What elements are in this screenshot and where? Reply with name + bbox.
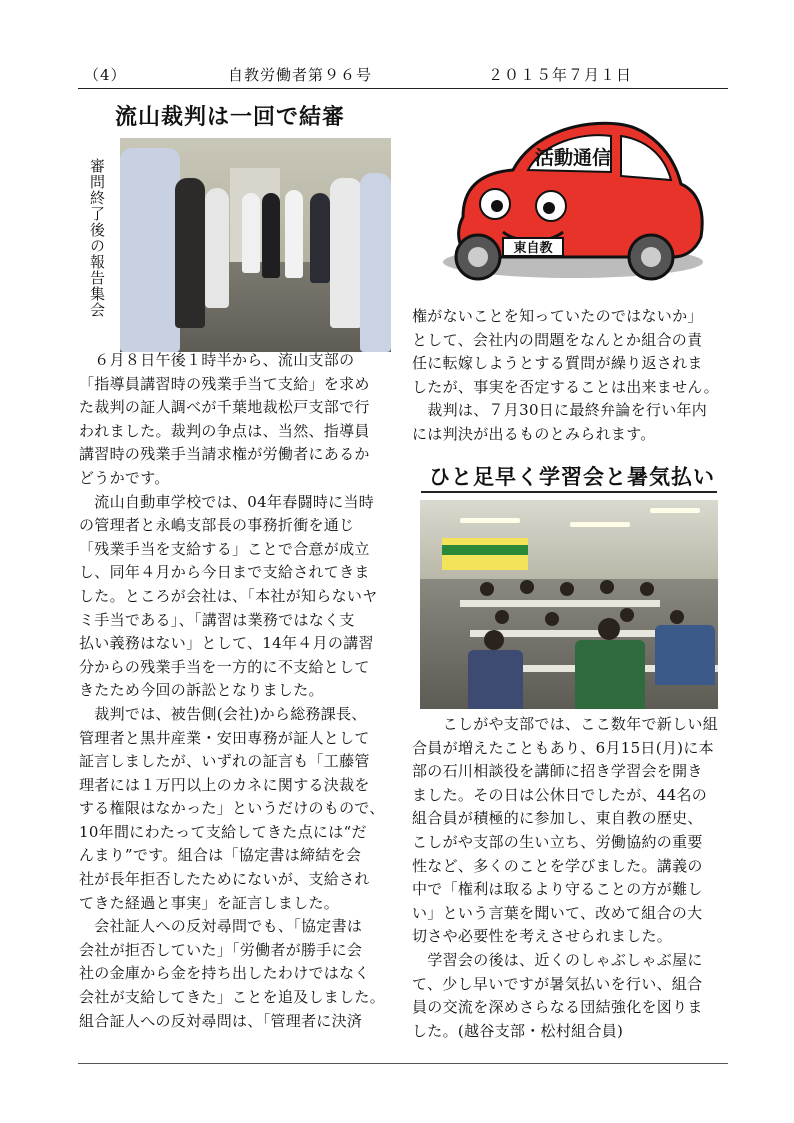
paragraph-line: 会社が支給してきた」ことを追及しました。 [79, 988, 386, 1007]
article2-title: ひと足早く学習会と暑気払い [429, 464, 715, 489]
paragraph-line: 裁判は、７月30日に最終弁論を行い年内 [412, 401, 708, 420]
car-logo [433, 112, 713, 290]
article2-body [412, 713, 728, 1043]
paragraph-line: 裁判では、被告側(会社)から総務課長、 [79, 704, 367, 723]
paragraph-line: こしがや支部では、ここ数年で新しい組 [412, 715, 719, 733]
article2-heading-box [421, 457, 717, 493]
paragraph-line: どうかです。 [79, 468, 170, 487]
paragraph-line: て、少し早いですが暑気払いを行い、組合 [412, 974, 703, 993]
page-number: （4） [84, 66, 127, 84]
paragraph-line: として、会社内の問題をなんとか組合の責 [412, 330, 703, 349]
paragraph-line: てきた経過と事実」を証言しました。 [79, 893, 340, 912]
paragraph-line: こしがや支部の生い立ち、労働協約の重要 [412, 832, 703, 851]
paragraph-line: ました。その日は公休日でしたが、44名の [412, 785, 708, 804]
paragraph-line: 任に転嫁しようとする質問が繰り返されま [412, 354, 703, 373]
paragraph-line: 社が長年拒否したためにないが、支給され [79, 870, 370, 889]
paragraph-line: の管理者と永嶋支部長の事務折衝を通じ [79, 516, 355, 535]
paragraph-line: い」という言葉を聞いて、改めて組合の大 [412, 903, 703, 922]
paragraph-line: 権がないことを知っていたのではないか」 [412, 307, 703, 325]
car-sign-text: 活動通信 [534, 147, 612, 169]
paragraph-line: 部の石川相談役を講師に招き学習会を開き [412, 762, 703, 781]
paragraph-line: んまり”です。組合は「協定書は締結を会 [79, 846, 362, 865]
header-rule [78, 88, 728, 89]
paragraph-line: われました。裁判の争点は、当然、指導員 [79, 421, 370, 440]
meeting-photo [120, 138, 391, 352]
publication-name: 自教労働者第９６号 [228, 66, 373, 84]
paragraph-line: 員の交流を深めさらなる団結強化を図りま [412, 998, 703, 1017]
paragraph-line: 社の金庫から金を持ち出したわけではなく [79, 964, 370, 983]
paragraph-line: 管理者と黒井産業・安田専務が証人として [79, 728, 370, 747]
paragraph-line: ６月８日午後１時半から、流山支部の [79, 351, 355, 369]
paragraph-line: 組合員が積極的に参加し、東自教の歴史、 [412, 809, 703, 828]
paragraph-line: た裁判の証人調べが千葉地裁松戸支部で行 [79, 398, 370, 417]
paragraph-line: 払い義務はない」として、14年４月の講習 [79, 634, 374, 653]
car-plate-text: 東自教 [513, 241, 553, 256]
paragraph-line: 「残業手当を支給する」ことで合意が成立 [79, 539, 370, 558]
paragraph-line: したが、事実を否定することは出来ません。 [412, 377, 719, 396]
paragraph-line: 理者には１万円以上のカネに関する決裁を [79, 775, 370, 794]
photo1-caption: 審問終了後の報告集会 [88, 158, 106, 318]
paragraph-line: 10年間にわたって支給してきた点には“だ [79, 822, 367, 841]
paragraph-line: 学習会の後は、近くのしゃぶしゃぶ屋に [412, 950, 703, 969]
paragraph-line: し、同年４月から今日まで支給されてきま [79, 563, 370, 582]
article1-continued [412, 305, 728, 447]
paragraph-line: した。(越谷支部・松村組合員) [412, 1021, 624, 1040]
paragraph-line: 会社が拒否していた」「労働者が勝手に会 [79, 940, 363, 959]
paragraph-line: 流山自動車学校では、04年春闘時に当時 [79, 492, 375, 511]
paragraph-line: には判決が出るものとみられます。 [412, 424, 656, 443]
paragraph-line: 合員が増えたこともあり、6月15日(月)に本 [412, 738, 714, 757]
issue-date: ２０１５年７月１日 [488, 66, 633, 84]
paragraph-line: 切さや必要性を考えさせられました。 [412, 927, 673, 946]
paragraph-line: 講習時の残業手当請求権が労働者にあるか [79, 445, 370, 464]
paragraph-line: ミ手当である」、「講習は業務ではなく支 [79, 610, 355, 629]
article1-body [79, 349, 395, 1033]
paragraph-line: する権限はなかった」というだけのもので、 [79, 799, 385, 818]
study-session-photo [420, 500, 718, 709]
paragraph-line: きたため今回の訴訟となりました。 [79, 681, 324, 700]
paragraph-line: 性など、多くのことを学びました。講義の [412, 856, 703, 875]
paragraph-line: 証言しましたが、いずれの証言も「工藤管 [79, 752, 370, 771]
footer-rule [78, 1063, 728, 1064]
paragraph-line: 組合証人への反対尋問は、「管理者に決済 [79, 1011, 363, 1030]
paragraph-line: 会社証人への反対尋問でも、「協定書は [79, 917, 363, 936]
paragraph-line: 「指導員講習時の残業手当て支給」を求め [79, 374, 370, 393]
paragraph-line: 分からの残業手当を一方的に不支給として [79, 657, 370, 676]
article1-title: 流山裁判は一回で結審 [115, 104, 346, 130]
paragraph-line: 中で「権利は取るより守ることの方が難し [412, 880, 703, 899]
page-header [78, 64, 728, 86]
paragraph-line: した。ところが会社は、「本社が知らないヤ [79, 586, 378, 605]
